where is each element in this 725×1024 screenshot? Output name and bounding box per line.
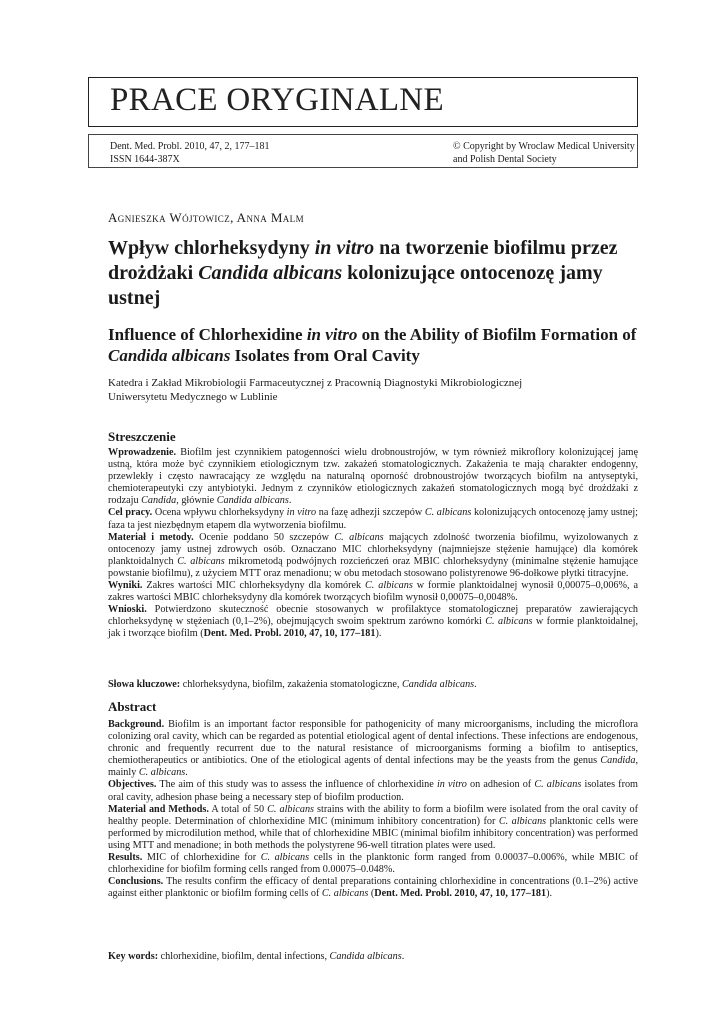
journal-citation bbox=[110, 140, 269, 166]
text: chlorheksydyna, biofilm, zakażenia stomatologiczne, bbox=[180, 679, 402, 690]
title-en-part: Isolates from Oral Cavity bbox=[230, 346, 420, 365]
text: isolates from oral cavity, adhesion phase being a necessary step of biofilm production. bbox=[108, 779, 638, 803]
text: A total of 50 bbox=[208, 803, 268, 815]
title-pl-part: kolonizujące ontocenozę jamy ustnej bbox=[108, 262, 603, 309]
text: Ocenie poddano 50 szczepów bbox=[193, 531, 335, 543]
italic: C. albicans bbox=[267, 803, 314, 815]
label: Results. bbox=[108, 852, 143, 864]
label: Objectives. bbox=[108, 779, 157, 791]
text: The results confirm the efficacy of dental preparations containing chlorhexidine in concentrations (0.1–2%) active against either planktonic or biofilm forming cells of bbox=[108, 876, 638, 900]
title-en-italic: Candida albicans bbox=[108, 346, 231, 365]
text: Biofilm jest czynnikiem patogenności wielu drobnoustrojów, w tym również mikroflory kolonizującej jamę ustną, która może być czynnikiem etiologicznym tzw. zakażeń stomatologicznych. Zakażenia te mają charakter endogenny, przewlekły i często nawracający ze względu na naturalną oporność drobnoustrojów tworzących biofilm na antyseptyki, chemioterapeutyki czy antybiotyki. Jednym z czynników etiologicznych zakażeń stomatologicznych mogą być drożdżaki z rodzaju bbox=[108, 447, 638, 507]
text: ). bbox=[546, 888, 553, 900]
italic: C. albicans bbox=[534, 779, 582, 791]
label: Key words: bbox=[108, 951, 159, 962]
italic: in vitro bbox=[286, 507, 317, 519]
italic: Candida albicans bbox=[216, 495, 289, 507]
citation: Dent. Med. Probl. 2010, 47, 10, 177–181 bbox=[374, 888, 547, 900]
affiliation-line-2: Uniwersytetu Medycznego w Lublinie bbox=[108, 391, 278, 403]
streszczenie-body bbox=[108, 447, 638, 641]
text: . bbox=[185, 767, 188, 779]
label: Background. bbox=[108, 719, 165, 730]
title-pl-italic: Candida albicans bbox=[198, 262, 343, 284]
text: w formie planktoidalnej, jak i tworzące biofilm ( bbox=[108, 616, 638, 640]
text: , mainly bbox=[108, 755, 638, 779]
en-methods bbox=[108, 804, 638, 852]
title-pl-part: Wpływ chlorheksydyny bbox=[108, 237, 315, 259]
pl-aim bbox=[108, 507, 638, 531]
title-en-italic: in vitro bbox=[306, 325, 358, 344]
text: na fazę adhezji szczepów bbox=[316, 507, 425, 519]
en-background bbox=[108, 719, 638, 779]
pl-methods bbox=[108, 532, 638, 580]
italic: C. albicans bbox=[498, 815, 547, 827]
abstract-body bbox=[108, 719, 638, 900]
italic: Candida bbox=[141, 495, 177, 507]
en-results bbox=[108, 852, 638, 876]
italic: in vitro bbox=[436, 779, 467, 791]
text: planktonic cells were performed by microdilution method, while that of chlorhexidine MBIC (minimal biofilm inhibitory concentration) was performed using MTT and menadione; in both methods the polystyrene 96-well titration plates were used. bbox=[108, 815, 638, 851]
text: . bbox=[474, 679, 477, 690]
title-en-part: Influence of Chlorhexidine bbox=[108, 325, 307, 344]
text: mikrometodą podwójnych rozcieńczeń oraz MBIC chlorheksydyny (minimalne stężenie hamujące powstanie biofilmu), z użyciem MTT oraz menadionu; w obu metodach stosowano polistyrenowe 96-dołkowe płytki titracyjne. bbox=[108, 555, 638, 579]
italic: C. albicans bbox=[321, 888, 369, 900]
italic: Candida bbox=[600, 755, 636, 767]
italic: C. albicans bbox=[365, 580, 413, 592]
pl-keywords bbox=[108, 679, 638, 691]
italic: C. albicans bbox=[260, 852, 310, 864]
text: cells in the planktonic form ranged from 0.00037–0.006%, while MBIC of chlorhexidine for biofilm forming cells ranged from 0.00075–0.048%. bbox=[108, 852, 638, 876]
label: Wnioski. bbox=[108, 604, 147, 616]
en-objectives bbox=[108, 779, 638, 803]
text: . bbox=[401, 951, 405, 962]
text: on adhesion of bbox=[466, 779, 535, 791]
abstract-heading: Abstract bbox=[108, 699, 157, 714]
italic: C. albicans bbox=[485, 616, 533, 628]
text: , głównie bbox=[176, 495, 217, 507]
label: Conclusions. bbox=[108, 876, 164, 888]
text: Biofilm is an important factor responsible for pathogenicity of many microorganisms, including the microflora colonizing oral cavity, which can be regarded as potential etiological agent of dental infections. These infections are endogenous, chronic and frequently recurrent due to the natural resistance of microorganisms forming a biofilm to antiseptics, chemiotherapeutics or antibiotics. One of the etiological agents of dental infections may be the yeasts from the genus bbox=[108, 719, 638, 767]
italic: C. albicans bbox=[177, 555, 225, 567]
journal-line: Dent. Med. Probl. 2010, 47, 2, 177–181 bbox=[110, 141, 270, 152]
streszczenie-heading: Streszczenie bbox=[108, 429, 176, 444]
label: Wyniki. bbox=[108, 580, 143, 592]
copyright-line-1: © Copyright by Wroclaw Medical University bbox=[453, 141, 635, 152]
text: . bbox=[288, 495, 292, 507]
text: Potwierdzono skuteczność obecnie stosowanych w profilaktyce stomatologicznej preparatów zawierających chlorheksydynę w stężeniach (0,1–2%), obejmujących swoim spektrum zarówno komórki bbox=[108, 604, 638, 628]
text: kolonizujących ontocenozę jamy ustnej; faza ta jest niezbędnym etapem dla wytworzenia biofilmu. bbox=[108, 507, 638, 531]
italic: Candida albicans bbox=[329, 951, 402, 962]
italic: C. albicans bbox=[138, 767, 186, 779]
affiliation-line-1: Katedra i Zakład Mikrobiologii Farmaceutycznej z Pracownią Diagnostyki Mikrobiologicznej bbox=[108, 377, 523, 389]
authors: Agnieszka Wójtowicz, Anna Malm bbox=[108, 210, 304, 225]
label: Material and Methods. bbox=[108, 803, 209, 815]
copyright-line-2: and Polish Dental Society bbox=[453, 154, 557, 165]
text: strains with the ability to form a biofilm were isolated from the oral cavity of healthy people. Determination of chlorhexidine MIC (minimum inhibitory concentration) for bbox=[108, 803, 638, 827]
journal-meta-box bbox=[88, 134, 638, 168]
label: Materiał i metody. bbox=[108, 531, 194, 543]
pl-conclusions bbox=[108, 604, 638, 640]
en-keywords bbox=[108, 951, 638, 963]
title-english bbox=[108, 324, 638, 366]
label: Słowa kluczowe: bbox=[108, 679, 181, 690]
text: The aim of this study was to assess the influence of chlorhexidine bbox=[156, 779, 437, 791]
italic: C. albicans bbox=[424, 507, 472, 519]
text: ( bbox=[368, 888, 375, 900]
label: Cel pracy. bbox=[108, 507, 153, 519]
copyright bbox=[453, 140, 635, 166]
title-pl-part: na tworzenie biofilmu przez drożdżaki bbox=[108, 237, 618, 284]
text: Zakres wartości MIC chlorheksydyny dla komórek bbox=[142, 580, 366, 592]
en-conclusions bbox=[108, 876, 638, 900]
section-header-box bbox=[88, 77, 638, 127]
text: MIC of chlorhexidine for bbox=[142, 852, 261, 864]
italic: Candida albicans bbox=[401, 679, 475, 690]
pl-introduction bbox=[108, 447, 638, 507]
affiliation bbox=[108, 376, 638, 404]
text: mających zdolność tworzenia biofilmu, wyizolowanych z ontocenozy jamy ustnej zdrowych osób. Oznaczano MIC chlorheksydyny (najmniejsze stężenie hamujące) dla komórek planktoidalnych bbox=[108, 531, 638, 567]
section-title: PRACE ORYGINALNE bbox=[110, 82, 444, 118]
text: w formie planktoidalnej wynosił 0,00075–0,006%, a zakres wartości MBIC chlorheksydyny dla komórek tworzących biofilm wynosił 0,00075–0,0048%. bbox=[108, 580, 638, 604]
text: chlorhexidine, biofilm, dental infections, bbox=[158, 951, 330, 962]
italic: C. albicans bbox=[334, 531, 384, 543]
title-polish bbox=[108, 236, 638, 311]
text: Ocena wpływu chlorheksydyny bbox=[152, 507, 287, 519]
issn: ISSN 1644-387X bbox=[110, 154, 180, 165]
pl-results bbox=[108, 580, 638, 604]
title-en-part: on the Ability of Biofilm Formation of bbox=[357, 325, 637, 344]
title-pl-italic: in vitro bbox=[314, 237, 375, 259]
text: ). bbox=[375, 628, 382, 640]
citation: Dent. Med. Probl. 2010, 47, 10, 177–181 bbox=[203, 628, 376, 640]
label: Wprowadzenie. bbox=[108, 447, 177, 458]
